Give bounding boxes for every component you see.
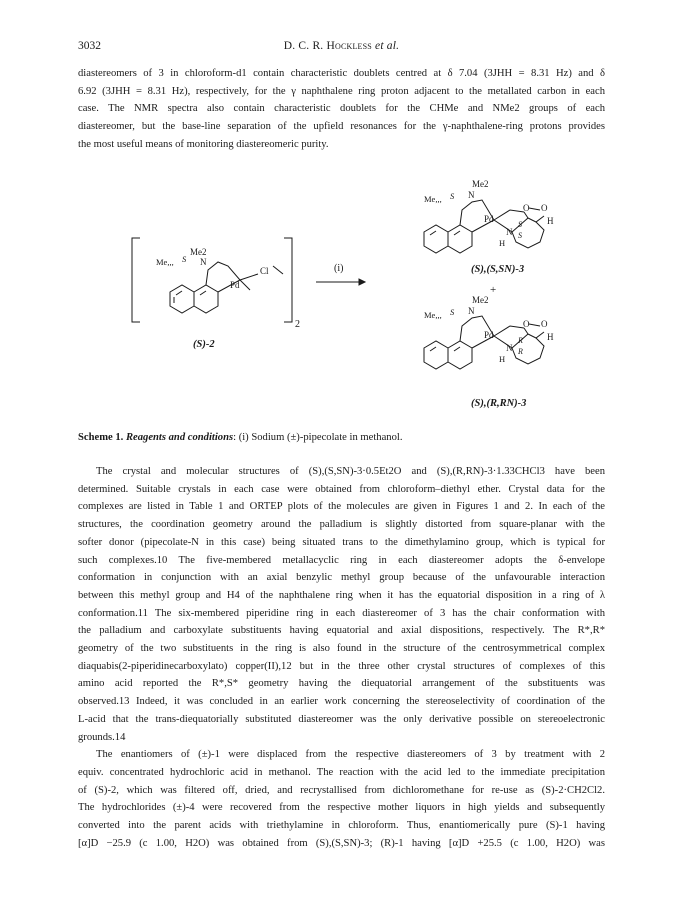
body-line-5: softer donor (pipecolate-N in this case) being situated trans to the dimethylamino group, which is typical for [78,536,605,548]
body-line-2: determined. Suitable crystals in each case were obtained from chloroform–diethyl ether. Crystal data for the [78,483,605,495]
p2-r-center: R [518,336,523,345]
p1-me2: Me2 [472,179,489,189]
reactant-s: S [182,254,187,264]
body-line-14: observed.13 Indeed, it was concluded in an earlier work concerning the stereoselectivity of coordination of the [78,696,605,708]
body-line-16: grounds.14 [78,731,126,743]
body-line-19: of (S)-2, which was filtered off, dried, and recrystallised from dichloromethane for re-use as (S)-2·CH2Cl2. [78,784,605,796]
p2-n: N [468,306,475,316]
reactant-me-s: Me,,, [156,257,174,267]
body-line-7: conformation in conjunction with an axial benzylic methyl group because of the unfavourable interaction [78,572,605,584]
reaction-arrow-head [359,279,365,285]
p2-r-n: R [518,347,523,356]
body-line-4: structures, the coordination geometry around the palladium is slightly distorted from square-planar with the [78,519,605,531]
body-line-12: diaquabis(2-piperidinecarboxylato) copper(II),12 but in the three other crystal structures of complexes of this [78,660,605,672]
scheme-figure [78,170,605,470]
p1-s-center: S [518,220,522,229]
reactant-me2: Me2 [190,247,207,257]
p2-s: S [450,307,455,317]
body-line-15: L-acid that the trans-diequatorially substituted diastereomer was the only derivative possible on stereoelectronic [78,713,605,725]
p2-o1: O [523,319,530,329]
intro-line-3: case. The NMR spectra also contain characteristic doublets for the CHMe and NMe2 groups of each [78,103,605,115]
caption-heading: Reagents and conditions [125,432,234,443]
intro-line-1: diastereomers of 3 in chloroform-d1 contain characteristic doublets centred at δ 7.04 (3JHH = 8.31 Hz) and δ [78,68,605,79]
body-line-21: converted into the parent acids with triethylamine in chloroform. Thus, enantiomerically pure (S)-1 having [78,820,605,832]
right-bracket [284,238,292,322]
reagent-label: (i) [334,263,344,274]
p2-me-s: Me,,, [424,310,442,320]
reactant-label: (S)-2 [193,339,215,350]
p1-o2: O [541,203,548,213]
caption-label: Scheme 1. [78,432,124,443]
left-bracket [132,238,140,322]
body-line-17: The enantiomers of (±)-1 were displaced from the respective diastereomers of 3 by treatment with 2 [96,749,605,761]
reactant-cl: Cl [260,266,269,276]
pd-bridge [240,280,250,290]
intro-line-4: diastereomer, but the base-line separation of the upfield resonances for the γ-naphthalene-ring protons provides [78,121,605,133]
body-line-8: between this methyl group and H4 of the naphthalene ring when it has the equatorial disposition in a ring of λ [78,589,605,601]
p2-me2: Me2 [472,295,489,305]
product1-label: (S),(S,SN)-3 [471,264,525,275]
body-line-20: The hydrochlorides (±)-4 were recovered from the respective mother liquors in high yields and subsequently [78,802,605,814]
intro-line-5: the most useful means of monitoring diastereomeric purity. [78,138,329,150]
body-line-13: amino acid reported the R*,S* geometry having the diequatorial arrangement of the substituents was [78,678,605,690]
body-line-11: geometry of the two substituents in the ring is also found in the structure of the centrosymmetrical complex [78,643,605,655]
p2-h: H [547,332,554,342]
p1-hn: H [499,238,506,248]
body-line-22: [α]D −25.9 (c 1.00, H2O) was obtained from (S),(S,SN)-3; (R)-1 having [α]D +25.5 (c 1.00, H2O) was [78,837,605,849]
reactant-pd: Pd [230,280,240,290]
authors-surname: Hockless [326,40,372,52]
caption-text: : (i) Sodium (±)-pipecolate in methanol. [233,432,403,443]
body-line-18: equiv. concentrated hydrochloric acid in methanol. The reaction with the acid led to the immediate precipitation [78,766,605,778]
p2-o2: O [541,319,548,329]
cl-bridge [273,266,283,274]
body-line-3: complexes are listed in Table 1 and ORTEP plots of the molecules are given in Figures 1 and 2. In each of the [78,501,605,513]
p2-n2: N [506,343,513,353]
body-paragraphs [78,463,605,852]
p1-s: S [450,191,455,201]
dimer-subscript: 2 [295,319,300,330]
p1-me-s: Me,,, [424,194,442,204]
p2-hn: H [499,354,506,364]
product2-label: (S),(R,RN)-3 [471,398,527,409]
p1-o1: O [523,203,530,213]
running-head [0,40,683,52]
body-line-1: The crystal and molecular structures of (S),(S,SN)-3·0.5Et2O and (S),(R,RN)-3·1.33CHCl3 have been [96,466,605,477]
plus-sign: + [490,284,497,296]
reactant-n: N [200,257,207,267]
p1-n: N [468,190,475,200]
p1-pd: Pd [484,214,494,224]
intro-line-2: 6.92 (3JHH = 8.31 Hz), respectively, for the γ naphthalene ring proton adjacent to the metallated carbon in each [78,85,605,97]
authors-prefix: D. C. R. [283,40,327,52]
reactant-naphthalene [170,285,218,313]
intro-paragraph [78,65,605,154]
p1-h: H [547,216,554,226]
p2-pd: Pd [484,330,494,340]
authors-suffix: et al. [371,40,400,52]
scheme-caption [78,432,403,443]
body-line-6: such complexes.10 The five-membered metallacyclic ring in each diastereomer adopts the δ-envelope [78,554,605,566]
page-number: 3032 [78,40,101,52]
pd-cl-bond [240,274,258,280]
p1-s-n: S [518,231,522,240]
p1-n2: N [506,227,513,237]
scheme-drawing [78,170,605,425]
body-line-9: conformation.11 The six-membered piperidine ring in each diastereomer of 3 has the chair conformation with [78,607,605,619]
body-line-10: the palladium and carboxylate substituents having equatorial and axial dispositions, respectively. The R*,R* [78,625,605,637]
